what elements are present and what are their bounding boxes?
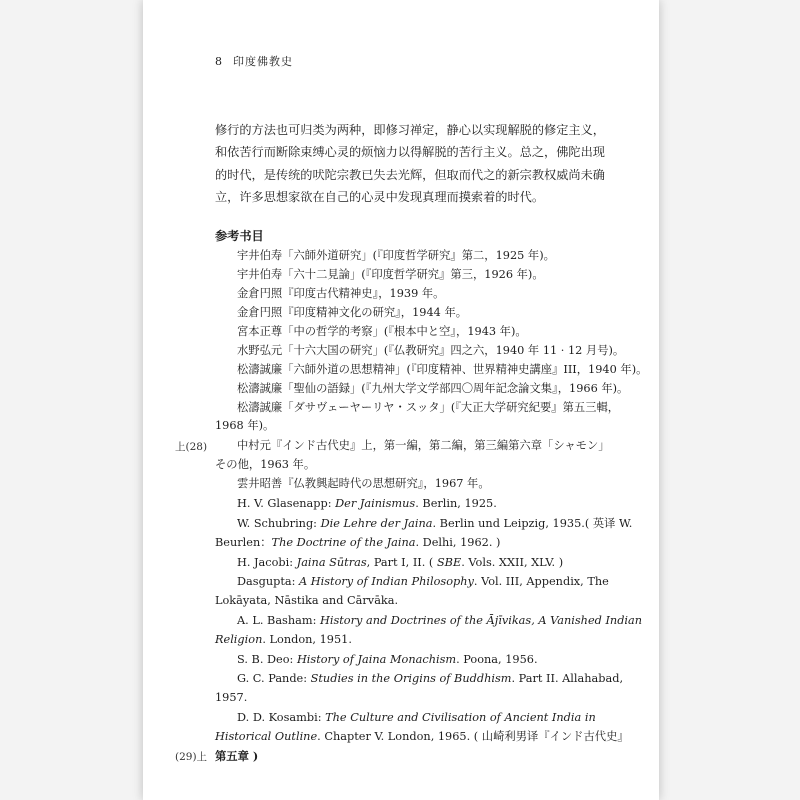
reference-item: 雲井昭善『仏教興起時代の思想研究』，1967 年。 — [237, 477, 490, 490]
reference-item: W. Schubring: Die Lehre der Jaina. Berlin und Leipzig, 1935.( 英译 W. — [237, 517, 633, 530]
reference-item-continued: その他，1963 年。 — [215, 458, 316, 471]
reference-item: 松濤誠廉「六師外道の思想精神」(『印度精神、世界精神史講座』III，1940 年)。 — [237, 363, 648, 376]
paragraph-line-4: 立，许多思想家欲在自己的心灵中发现真理而摸索着的时代。 — [215, 190, 545, 204]
page-number: 8 — [215, 55, 222, 68]
reference-item-continued: Lokāyata, Nāstika and Cārvāka. — [215, 594, 399, 607]
references-heading: 参考书目 — [215, 229, 264, 243]
paragraph-line-2: 和依苦行而断除束缚心灵的烦恼力以得解脱的苦行主义。总之，佛陀出现 — [215, 145, 605, 159]
reference-item: 宇井伯寿「六師外道研究」(『印度哲学研究』第二，1925 年)。 — [237, 249, 555, 262]
reference-item: 水野弘元「十六大国の研究」(『仏教研究』四之六，1940 年 11 · 12 月号)。 — [237, 344, 625, 357]
reference-item-continued: 第五章 ) — [215, 749, 259, 763]
paragraph-line-3: 的时代，是传统的吠陀宗教已失去光辉，但取而代之的新宗教权威尚未确 — [215, 168, 605, 182]
reference-item: H. V. Glasenapp: Der Jainismus. Berlin, 1925. — [237, 497, 497, 510]
reference-item: 宇井伯寿「六十二見論」(『印度哲学研究』第三，1926 年)。 — [237, 268, 544, 281]
reference-item: 宮本正尊「中の哲学的考察」(『根本中と空』，1943 年)。 — [237, 325, 527, 338]
reference-item: 金倉円照『印度精神文化の研究』，1944 年。 — [237, 306, 468, 319]
paragraph-line-1: 修行的方法也可归类为两种，即修习禅定，静心以实现解脱的修定主义， — [215, 123, 605, 137]
reference-item: D. D. Kosambi: The Culture and Civilisation of Ancient India in — [237, 711, 596, 724]
margin-note: 上(28) — [175, 441, 208, 453]
reference-item: Dasgupta: A History of Indian Philosophy. Vol. III, Appendix, The — [237, 575, 609, 588]
reference-item-continued: Religion. London, 1951. — [215, 633, 352, 646]
reference-item: G. C. Pande: Studies in the Origins of Buddhism. Part II. Allahabad, — [237, 672, 624, 685]
reference-item: 松濤誠廉「ダサヴェーヤーリヤ・スッタ」(『大正大学研究紀要』第五三輯， — [237, 401, 620, 414]
reference-item-continued: Historical Outline. Chapter V. London, 1965. ( 山崎利男译『インド古代史』 — [215, 730, 629, 743]
reference-item: H. Jacobi: Jaina Sūtras, Part I, II. ( SBE. Vols. XXII, XLV. ) — [237, 556, 564, 569]
reference-item-continued: 1957. — [215, 691, 248, 704]
reference-item: 松濤誠廉「聖仙の語録」(『九州大学文学部四〇周年記念論文集』，1966 年)。 — [237, 382, 629, 395]
reference-item: A. L. Basham: History and Doctrines of the Ājīvikas, A Vanished Indian — [237, 614, 643, 627]
reference-item-continued: Beurlen：The Doctrine of the Jaina. Delhi, 1962. ) — [215, 536, 501, 549]
reference-item: 中村元『インド古代史』上，第一編，第二編，第三編第六章「シャモン」 — [237, 439, 610, 452]
running-title: 印度佛教史 — [233, 55, 293, 68]
reference-item-continued: 1968 年)。 — [215, 419, 275, 432]
reference-item: 金倉円照『印度古代精神史』，1939 年。 — [237, 287, 445, 300]
reference-item: S. B. Deo: History of Jaina Monachism. Poona, 1956. — [237, 653, 538, 666]
margin-note: (29)上 — [175, 751, 208, 763]
